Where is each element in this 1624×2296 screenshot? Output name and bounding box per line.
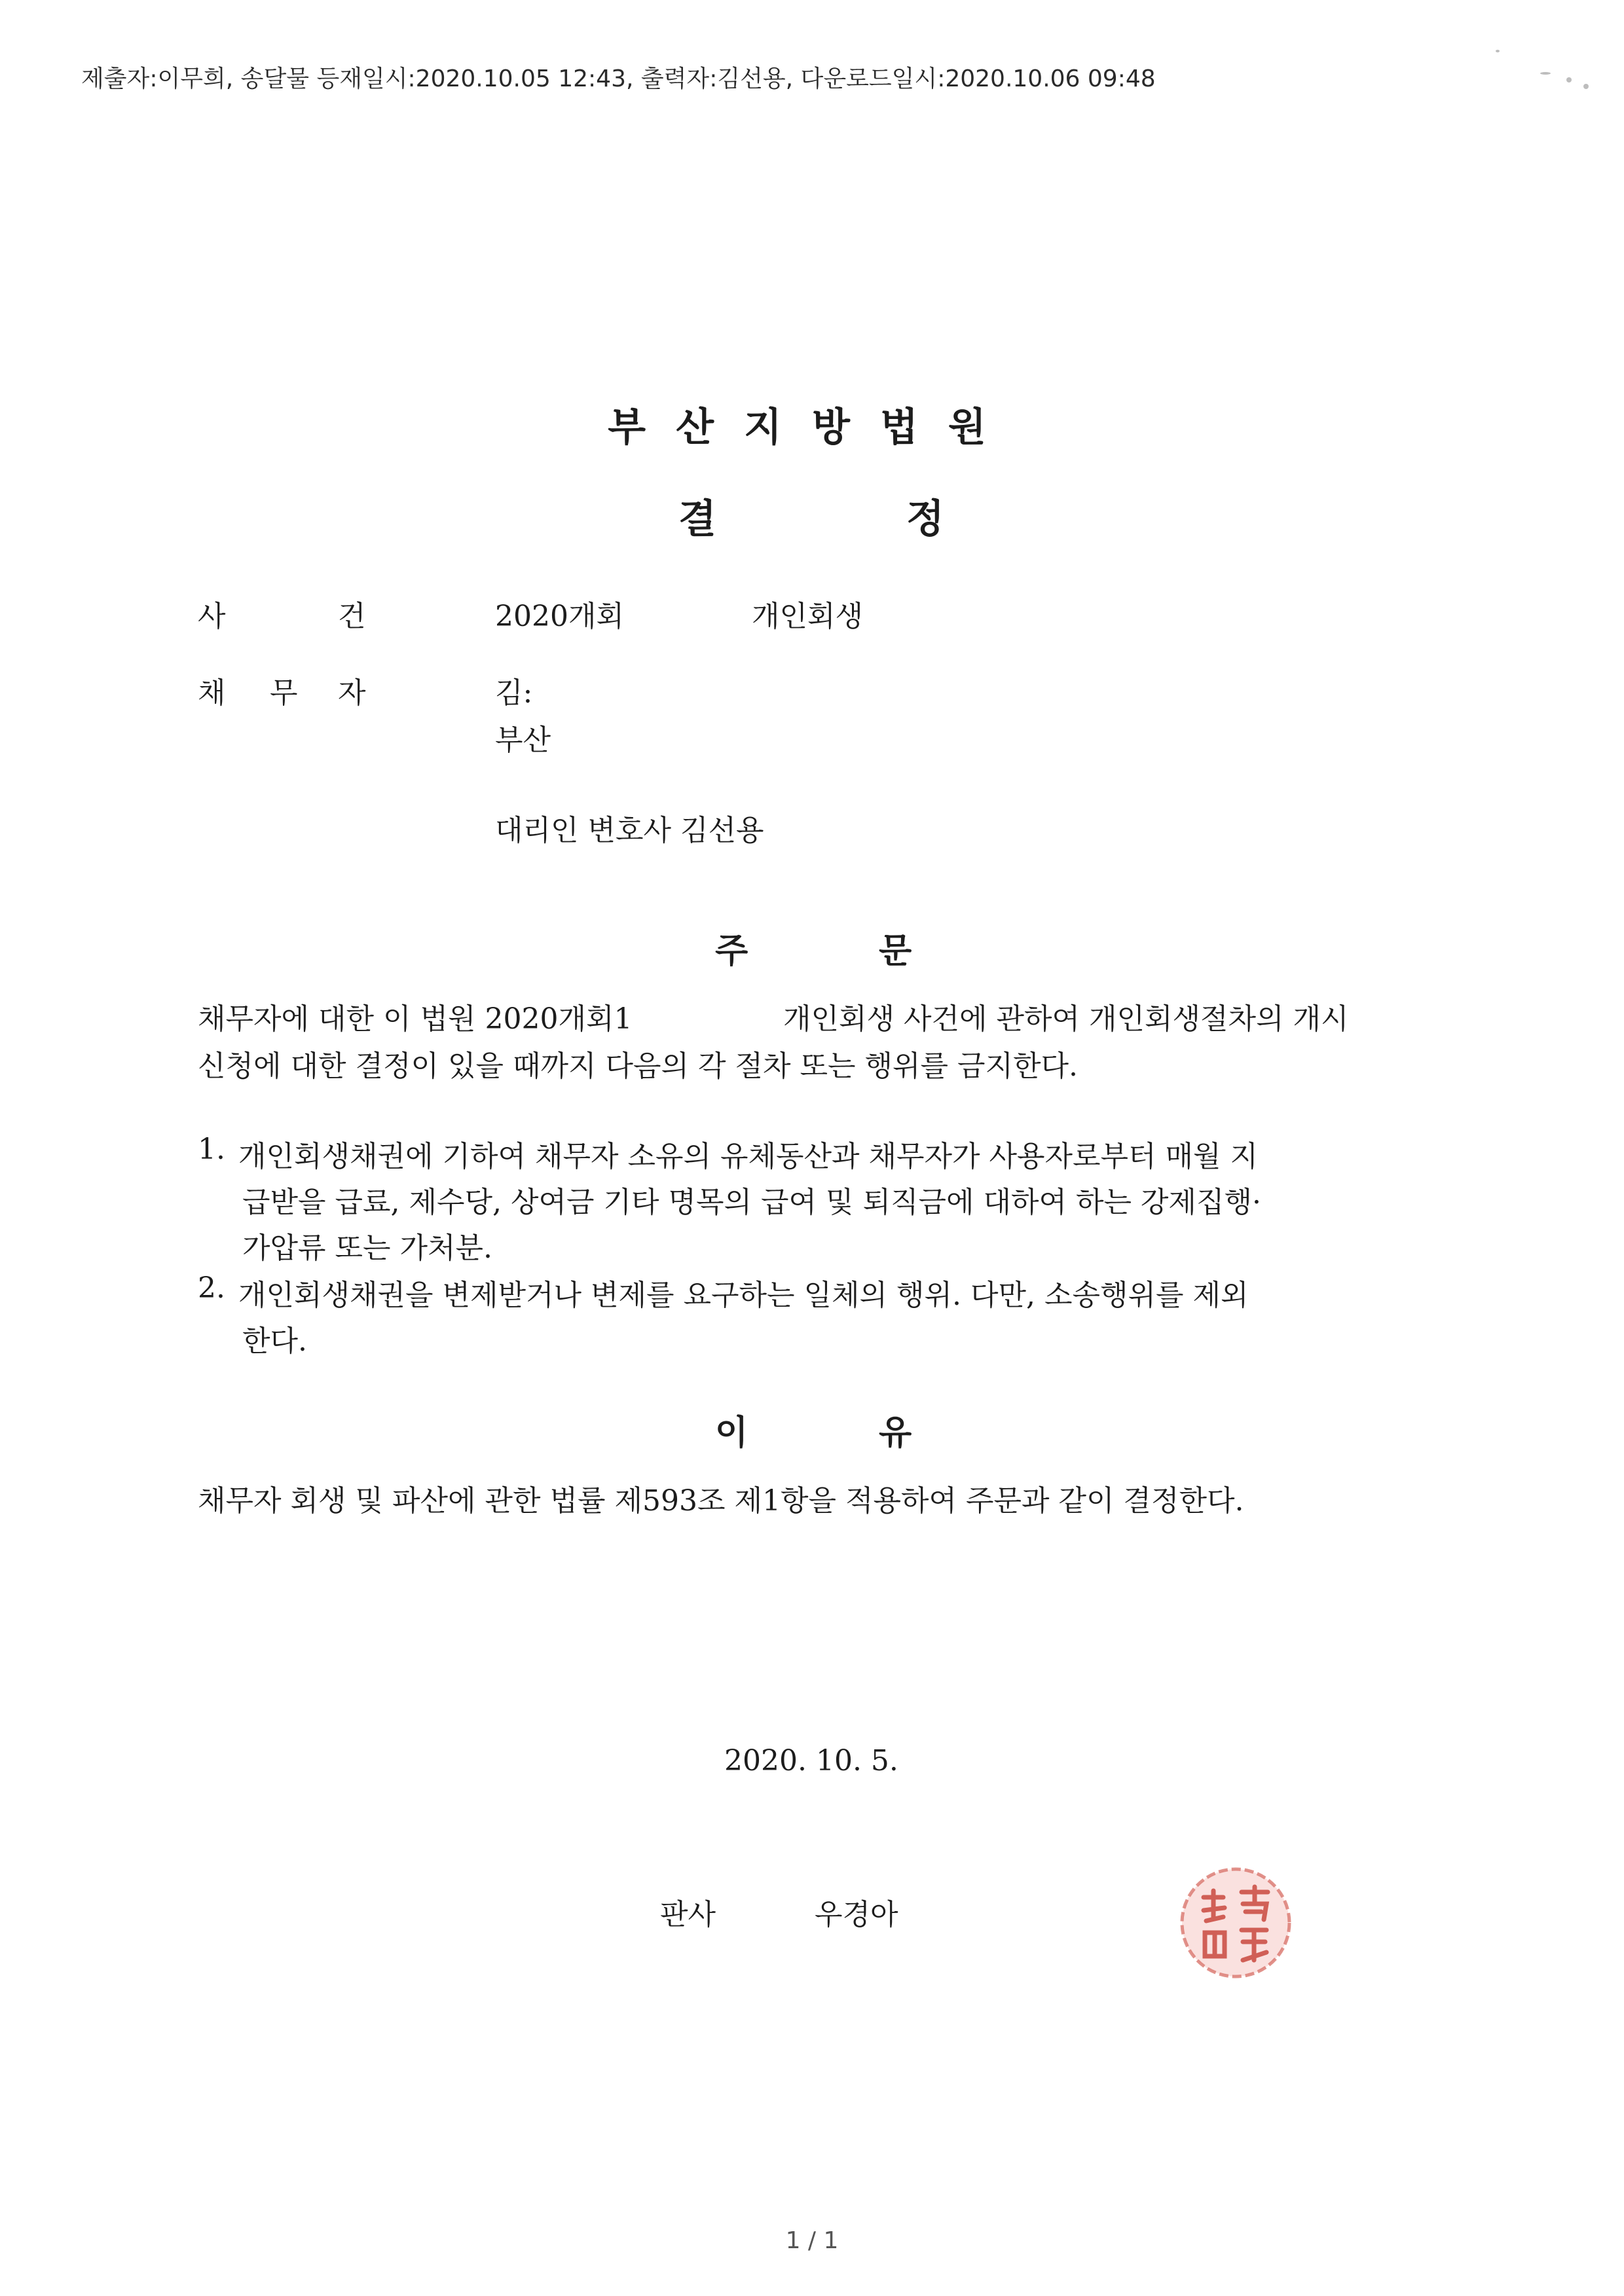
scan-speck	[1566, 77, 1572, 82]
debtor-name: 김:	[495, 676, 533, 710]
order-item-2-line-2: 한다.	[242, 1324, 307, 1358]
order-item-1-line-2: 급받을 급료, 제수당, 상여금 기타 명목의 급여 및 퇴직금에 대하여 하는 강제집행·	[242, 1186, 1261, 1219]
order-heading-right: 문	[879, 931, 912, 971]
scan-speck	[1583, 84, 1589, 89]
order-item-1-number: 1.	[198, 1133, 225, 1166]
order-line-1b: 개인회생 사건에 관하여 개인회생절차의 개시	[783, 1002, 1349, 1036]
order-heading-left: 주	[715, 931, 748, 971]
court-name: 부산지방법원	[608, 405, 1016, 450]
debtor-label-3: 자	[338, 676, 366, 710]
doc-type-right: 정	[906, 496, 944, 542]
reason-heading-left: 이	[715, 1413, 748, 1453]
case-label-1: 사	[198, 600, 226, 633]
order-item-2-line-1: 개인회생채권을 변제받거나 변제를 요구하는 일체의 행위. 다만, 소송행위를 제외	[238, 1279, 1249, 1312]
reason-text: 채무자 회생 및 파산에 관한 법률 제593조 제1항을 적용하여 주문과 같이 결정한다.	[198, 1484, 1244, 1518]
scan-speck	[1540, 72, 1551, 75]
decision-date: 2020. 10. 5.	[724, 1744, 898, 1777]
scan-speck	[1496, 50, 1500, 52]
order-line-2: 신청에 대한 결정이 있을 때까지 다음의 각 절차 또는 행위를 금지한다.	[198, 1049, 1078, 1083]
order-line-1a: 채무자에 대한 이 법원 2020개회1	[198, 1002, 633, 1036]
judge-name: 우경아	[815, 1898, 898, 1931]
reason-heading-right: 유	[879, 1413, 912, 1453]
case-type: 개인회생	[752, 600, 864, 633]
submission-header: 제출자:이무희, 송달물 등재일시:2020.10.05 12:43, 출력자:김선용, 다운로드일시:2020.10.06 09:48	[81, 65, 1156, 92]
doc-type-left: 결	[678, 496, 716, 542]
debtor-label-2: 무	[270, 676, 298, 710]
judge-seal-stamp	[1177, 1865, 1294, 1981]
page-number: 1 / 1	[785, 2227, 839, 2254]
order-item-2-number: 2.	[198, 1271, 225, 1305]
debtor-address: 부산	[495, 723, 551, 757]
judge-title: 판사	[660, 1898, 716, 1931]
representative: 대리인 변호사 김선용	[495, 814, 764, 847]
case-number: 2020개회	[495, 600, 624, 633]
order-item-1-line-3: 가압류 또는 가처분.	[242, 1231, 492, 1265]
case-label-2: 건	[338, 600, 366, 633]
debtor-label-1: 채	[198, 676, 226, 710]
order-item-1-line-1: 개인회생채권에 기하여 채무자 소유의 유체동산과 채무자가 사용자로부터 매월 지	[238, 1140, 1259, 1173]
